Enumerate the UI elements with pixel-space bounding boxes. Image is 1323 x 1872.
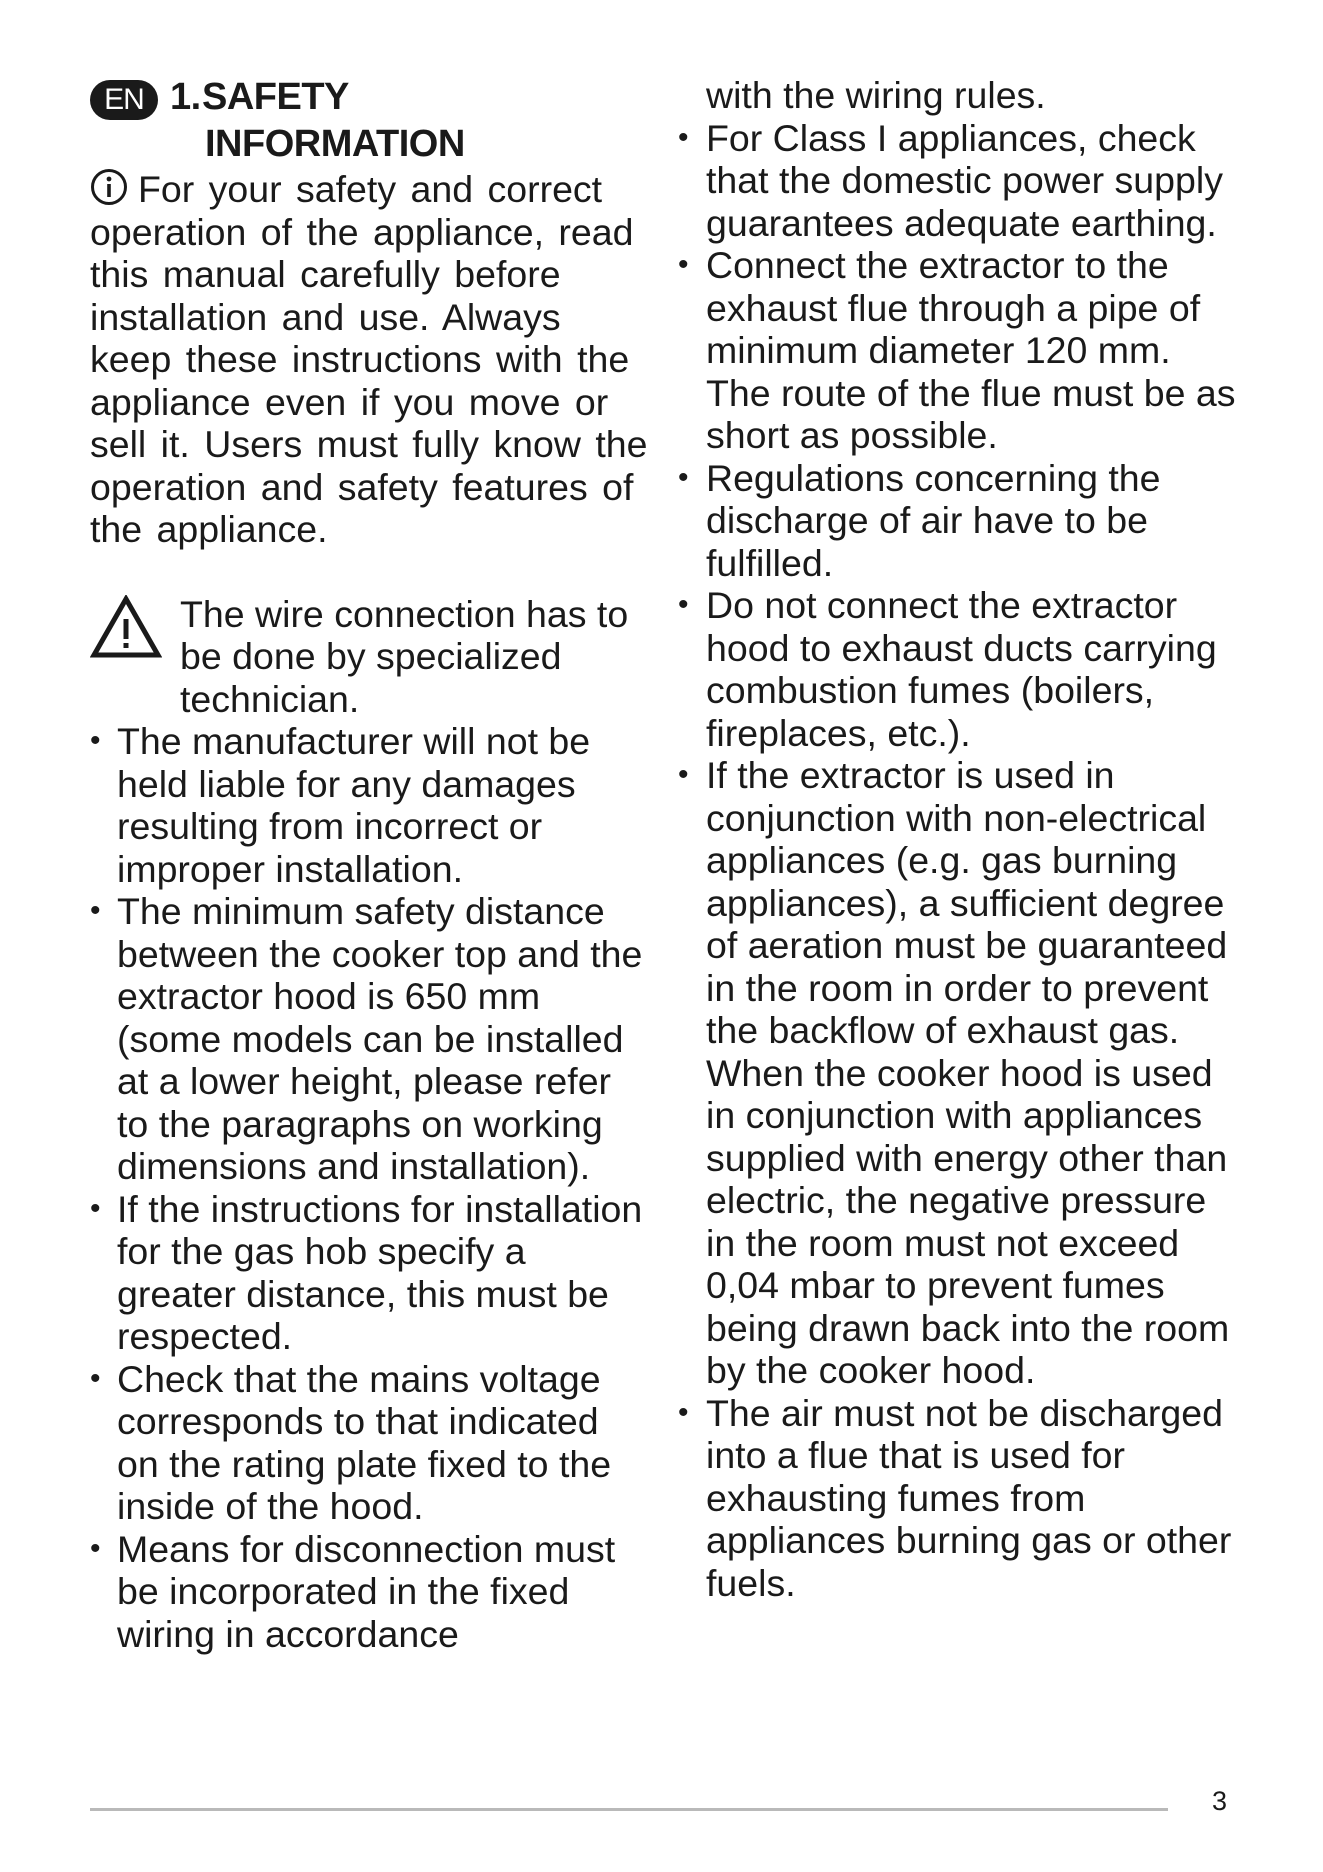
list-item: • The minimum safety distance between the cooker top and the extractor hood is 650 mm (some models can be installed at a lower height, please refer to the paragraphs on working dimensions and installation). — [90, 890, 650, 1188]
list-item: • Check that the mains voltage corresponds to that indicated on the rating plate fixed to the inside of the hood. — [90, 1358, 650, 1528]
page-number: 3 — [1212, 1786, 1228, 1816]
list-item: • Do not connect the extractor hood to exhaust ducts carrying combustion fumes (boilers, fireplaces, etc.). — [678, 584, 1238, 754]
list-item: • The air must not be discharged into a flue that is used for exhausting fumes from appliances burning gas or other fuels. — [678, 1392, 1238, 1605]
list-item: • Means for disconnection must be incorporated in the fixed wiring in accordance — [90, 1528, 650, 1656]
list-item: • If the extractor is used in conjunction with non-electrical appliances (e.g. gas burning appliances), a sufficient degree of aeration must be guaranteed in the room in order to prevent the backflow of exhaust gas. When the cooker hood is used in conjunction with appliances supplied with energy other than electric, the negative pressure in the room must not exceed 0,04 mbar to prevent fumes being drawn back into the room by the cooker hood. — [678, 754, 1238, 1392]
warning-text: The wire connection has to be done by specialized technician. — [180, 592, 629, 720]
intro-paragraph — [90, 168, 650, 551]
intro-text: For your safety and correct operation of the appliance, read this manual carefully before installation and use. Always keep these instructions with the appliance even if you move or sell it. Users must fully know the operation and safety features of the appliance. — [90, 168, 648, 550]
list-item: • Connect the extractor to the exhaust flue through a pipe of minimum diameter 120 mm. The route of the flue must be as short as possible. — [678, 244, 1238, 457]
list-item: • For Class I appliances, check that the domestic power supply guarantees adequate earthing. — [678, 117, 1238, 245]
warning-block — [90, 593, 650, 721]
list-item: • Regulations concerning the discharge of air have to be fulfilled. — [678, 457, 1238, 585]
continued-text: with the wiring rules. — [706, 74, 1046, 116]
info-circle-icon — [90, 168, 128, 206]
section-title-line1: SAFETY — [202, 76, 349, 118]
list-item: • The manufacturer will not be held liable for any damages resulting from incorrect or improper installation. — [90, 720, 650, 890]
warning-triangle-icon — [90, 595, 162, 659]
left-column — [90, 74, 650, 1655]
language-badge: EN — [90, 80, 158, 120]
section-heading — [90, 74, 650, 168]
right-column — [678, 74, 1238, 1604]
left-bullet-list — [90, 720, 650, 1655]
section-number: 1. — [170, 76, 201, 118]
footer-divider — [90, 1808, 1168, 1811]
right-bullet-list — [678, 117, 1238, 1605]
list-item: • If the instructions for installation for the gas hob specify a greater distance, this must be respected. — [90, 1188, 650, 1358]
section-title-line2: INFORMATION — [205, 123, 465, 165]
